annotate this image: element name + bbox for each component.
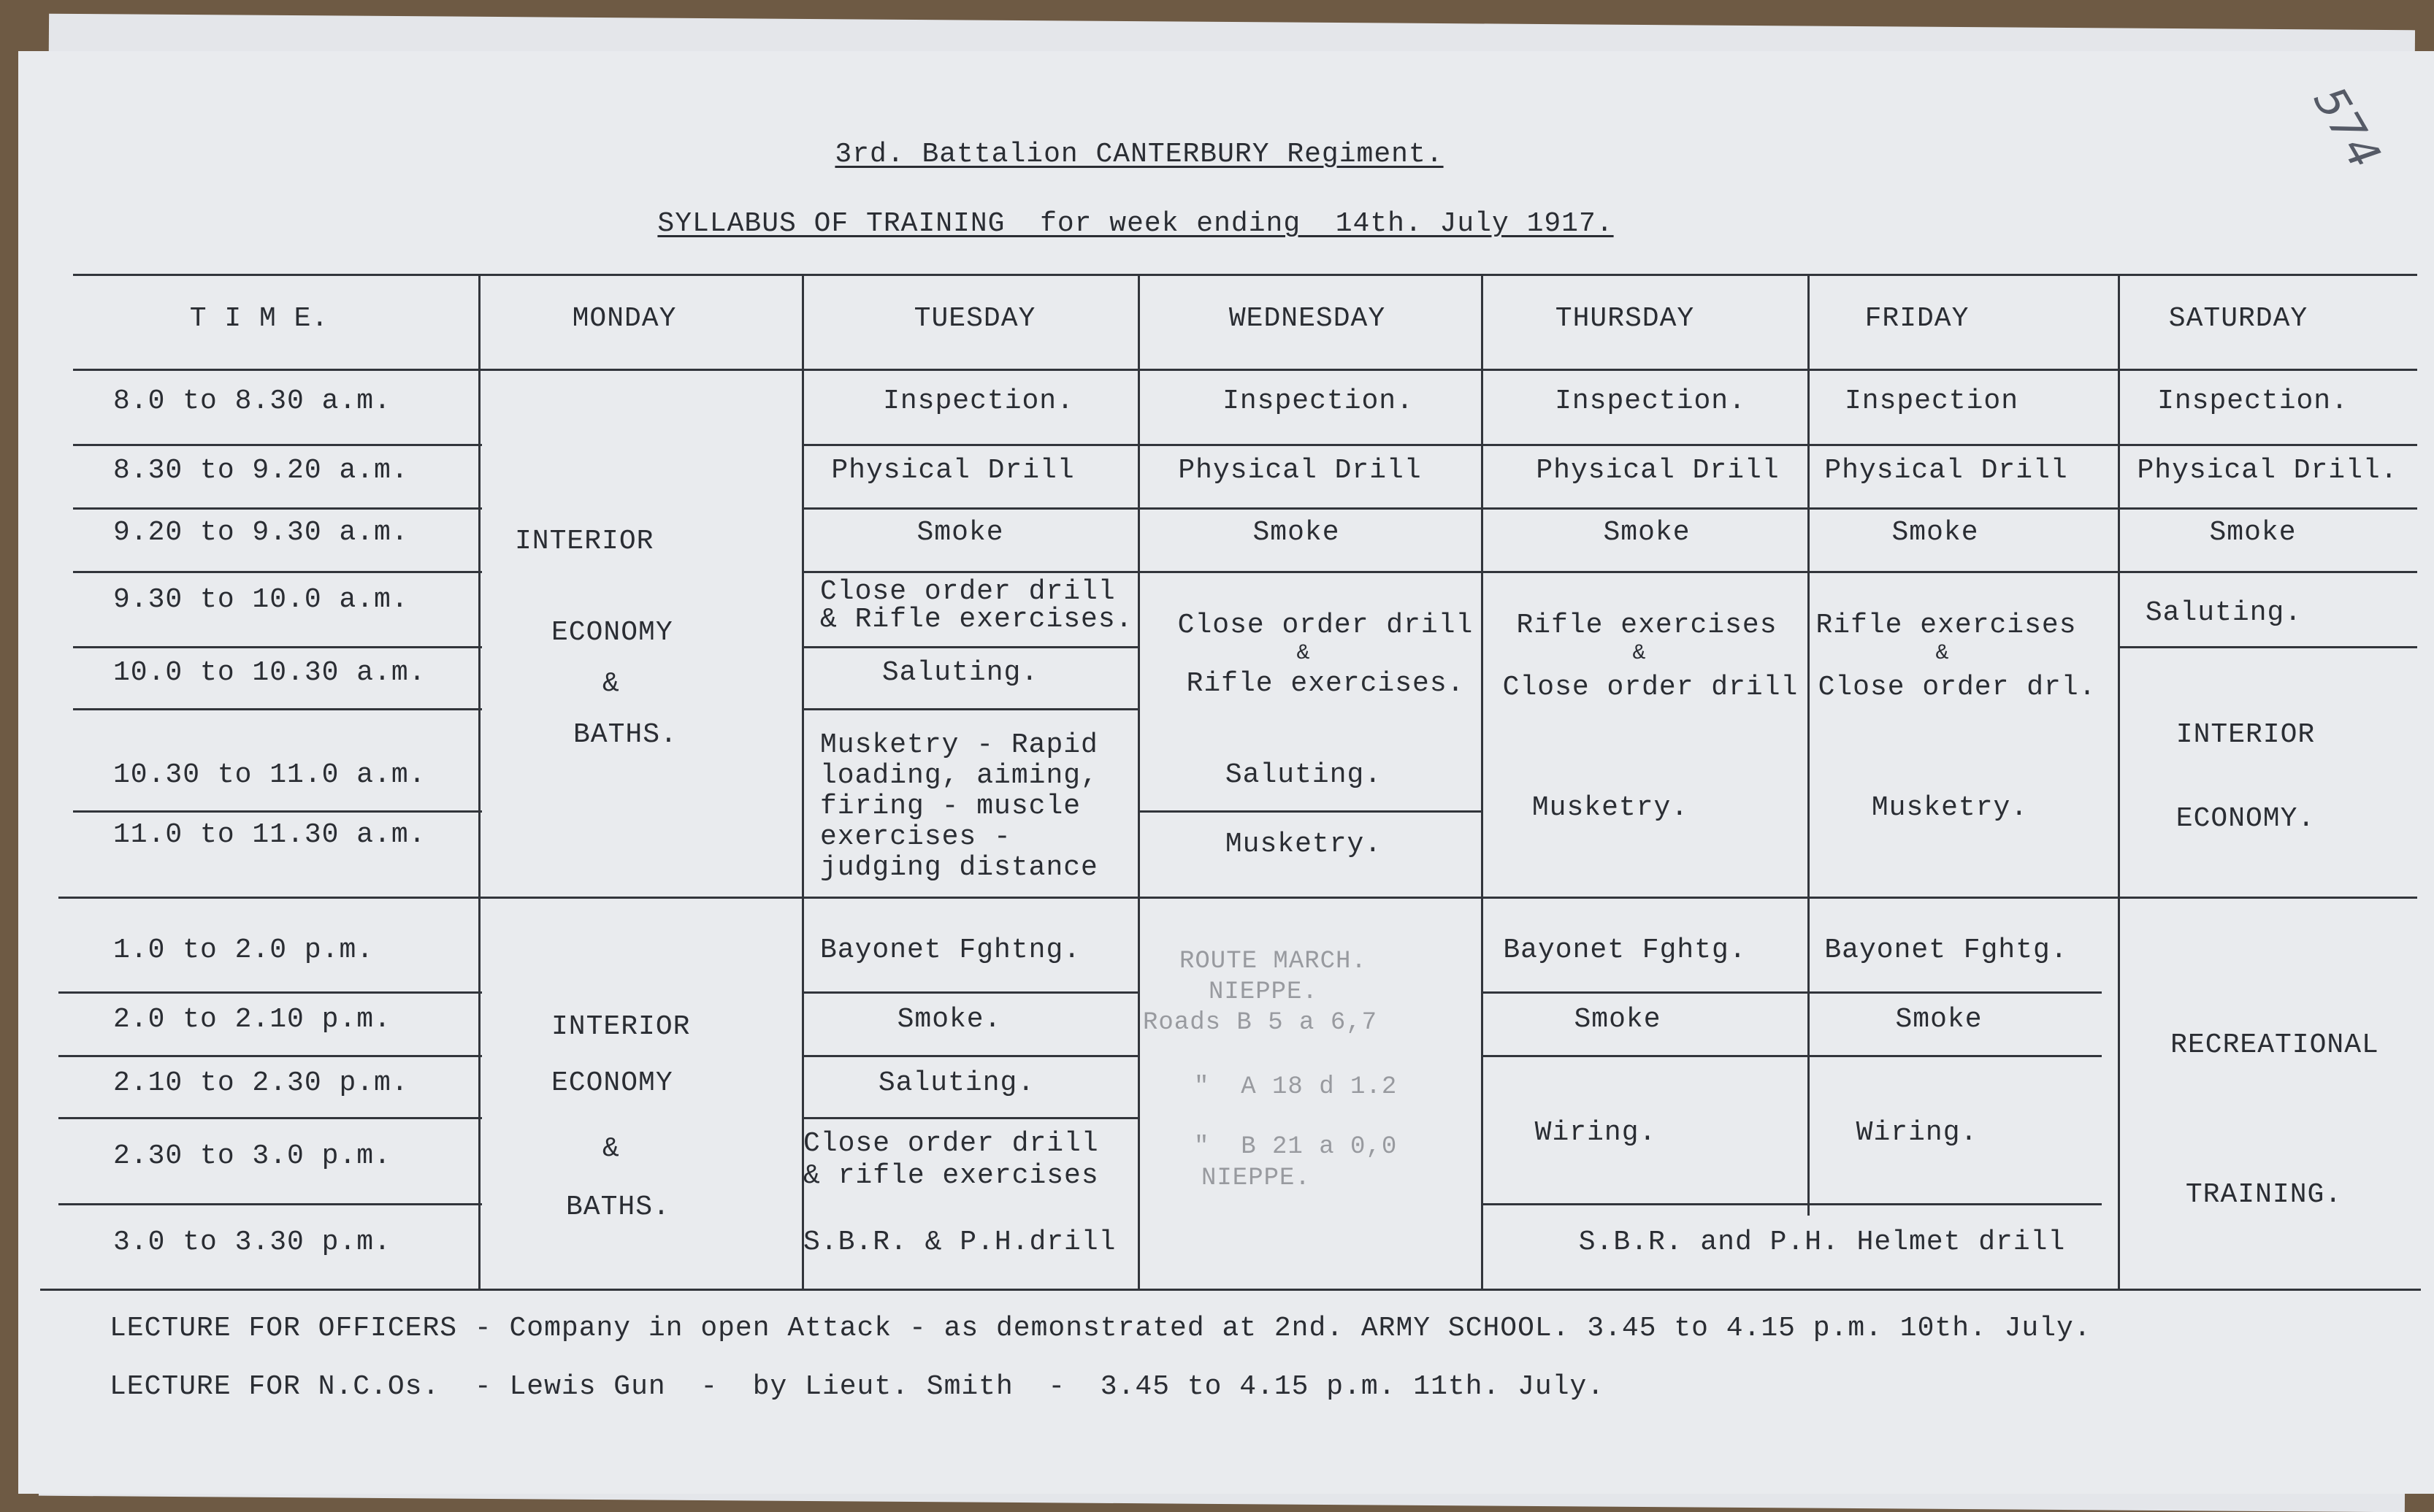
- tuesday-saluting: Saluting.: [881, 657, 1039, 688]
- row-rule: [73, 507, 482, 510]
- tuesday-saluting-pm: Saluting.: [878, 1067, 1036, 1099]
- column-rule: [478, 274, 481, 1289]
- thursday-bayonet: Bayonet Fghtg.: [1503, 935, 1747, 966]
- row-rule: [1138, 810, 1481, 813]
- thursday-ampersand: &: [1632, 641, 1647, 666]
- monday-am-line: ECONOMY: [551, 617, 673, 648]
- time-cell: 1.0 to 2.0 p.m.: [113, 935, 375, 966]
- monday-am-line: INTERIOR: [515, 526, 654, 557]
- route-march-stamp: ROUTE MARCH.: [1179, 948, 1367, 975]
- header-wednesday: WEDNESDAY: [1228, 303, 1386, 334]
- header-monday: MONDAY: [572, 303, 677, 334]
- row-rule: [1481, 1055, 2102, 1057]
- header-saturday: SATURDAY: [2168, 303, 2308, 334]
- friday-close-order: Close order drl.: [1818, 672, 2097, 703]
- time-cell: 2.10 to 2.30 p.m.: [113, 1067, 409, 1099]
- tuesday-drill: Physical Drill: [831, 455, 1075, 486]
- saturday-smoke: Smoke: [2209, 517, 2297, 548]
- time-cell: 9.30 to 10.0 a.m.: [113, 584, 409, 615]
- row-rule: [58, 1055, 482, 1057]
- header-thursday: THURSDAY: [1555, 303, 1695, 334]
- wednesday-close-order: Close order drill: [1177, 610, 1474, 641]
- monday-pm-line: BATHS.: [566, 1191, 670, 1223]
- friday-bayonet: Bayonet Fghtg.: [1824, 935, 2068, 966]
- tuesday-close-order: Close order drill & Rifle exercises.: [820, 576, 1133, 635]
- row-rule: [73, 571, 482, 573]
- friday-smoke: Smoke: [1891, 517, 1979, 548]
- column-rule: [1807, 274, 1810, 1216]
- monday-pm-line: INTERIOR: [551, 1011, 691, 1043]
- friday-drill: Physical Drill: [1824, 455, 2068, 486]
- tuesday-smoke: Smoke: [916, 517, 1004, 548]
- time-cell: 2.0 to 2.10 p.m.: [113, 1004, 391, 1035]
- row-rule: [58, 1117, 482, 1119]
- monday-am-line: &: [602, 668, 620, 699]
- route-march-stamp: NIEPPE.: [1209, 978, 1318, 1006]
- row-rule: [73, 810, 482, 813]
- thursday-musketry: Musketry.: [1531, 792, 1689, 824]
- row-rule: [802, 507, 2417, 510]
- route-march-stamp: NIEPPE.: [1201, 1164, 1311, 1192]
- saturday-drill: Physical Drill.: [2137, 455, 2398, 486]
- thursday-smoke: Smoke: [1603, 517, 1691, 548]
- row-rule: [802, 646, 1138, 648]
- row-rule: [73, 646, 482, 648]
- row-rule: [802, 444, 2417, 446]
- wednesday-inspection: Inspection.: [1222, 385, 1414, 417]
- time-cell: 2.30 to 3.0 p.m.: [113, 1140, 391, 1172]
- header-time: T I M E.: [189, 303, 329, 334]
- row-rule: [58, 991, 482, 994]
- row-rule: [73, 444, 482, 446]
- saturday-inspection: Inspection.: [2157, 385, 2349, 417]
- tuesday-bayonet: Bayonet Fghtng.: [820, 935, 1082, 966]
- handwritten-folio-number: 574: [2303, 77, 2391, 178]
- syllabus-document: [18, 51, 2434, 1494]
- saturday-recreational: RECREATIONAL: [2170, 1029, 2379, 1061]
- tuesday-sbr-drill: S.B.R. & P.H.drill: [803, 1227, 1117, 1258]
- row-rule: [58, 1203, 482, 1205]
- saturday-saluting: Saluting.: [2145, 597, 2303, 629]
- monday-pm-line: &: [602, 1133, 620, 1164]
- tuesday-close-order-pm: Close order drill & rifle exercises: [803, 1128, 1099, 1191]
- table-bottom-rule: [40, 1289, 2421, 1291]
- wednesday-saluting: Saluting.: [1225, 759, 1382, 791]
- thursday-rifle: Rifle exercises: [1516, 610, 1777, 641]
- header-friday: FRIDAY: [1864, 303, 1970, 334]
- time-cell: 11.0 to 11.30 a.m.: [113, 819, 426, 851]
- row-rule: [1481, 1203, 2102, 1205]
- document-title: 3rd. Battalion CANTERBURY Regiment.: [835, 139, 1444, 170]
- friday-smoke-pm: Smoke: [1895, 1004, 1983, 1035]
- thursday-wiring: Wiring.: [1534, 1117, 1657, 1148]
- row-rule: [1481, 991, 2102, 994]
- wednesday-ampersand: &: [1296, 641, 1311, 666]
- time-cell: 10.0 to 10.30 a.m.: [113, 657, 426, 688]
- route-march-stamp: " A 18 d 1.2: [1194, 1073, 1398, 1101]
- saturday-economy: ECONOMY.: [2175, 803, 2316, 834]
- monday-pm-line: ECONOMY: [551, 1067, 673, 1099]
- row-rule: [2118, 646, 2417, 648]
- saturday-training: TRAINING.: [2185, 1179, 2343, 1210]
- row-rule: [73, 708, 482, 710]
- tuesday-inspection: Inspection.: [883, 385, 1074, 417]
- time-cell: 8.30 to 9.20 a.m.: [113, 455, 409, 486]
- row-rule: [802, 991, 1138, 994]
- row-rule: [802, 1117, 1138, 1119]
- friday-musketry: Musketry.: [1871, 792, 2029, 824]
- midday-rule: [58, 897, 2417, 899]
- wednesday-musketry: Musketry.: [1225, 829, 1382, 860]
- lecture-ncos: LECTURE FOR N.C.Os. - Lewis Gun - by Lieut. Smith - 3.45 to 4.15 p.m. 11th. July.: [110, 1371, 1605, 1402]
- time-cell: 9.20 to 9.30 a.m.: [113, 517, 409, 548]
- column-rule: [1481, 274, 1483, 1289]
- wednesday-rifle: Rifle exercises.: [1186, 668, 1465, 699]
- thu-fri-sbr-drill: S.B.R. and P.H. Helmet drill: [1578, 1227, 2066, 1258]
- row-rule: [802, 708, 1138, 710]
- tuesday-musketry: Musketry - Rapid loading, aiming, firing - muscle exercises - judging distance: [820, 729, 1098, 883]
- row-rule: [802, 1055, 1138, 1057]
- time-cell: 10.30 to 11.0 a.m.: [113, 759, 426, 791]
- saturday-interior: INTERIOR: [2175, 719, 2316, 751]
- thursday-smoke-pm: Smoke: [1574, 1004, 1661, 1035]
- thursday-drill: Physical Drill: [1536, 455, 1780, 486]
- friday-wiring: Wiring.: [1856, 1117, 1978, 1148]
- monday-am-line: BATHS.: [573, 719, 678, 751]
- time-cell: 3.0 to 3.30 p.m.: [113, 1227, 391, 1258]
- column-rule: [1138, 274, 1140, 1289]
- lecture-officers: LECTURE FOR OFFICERS - Company in open Attack - as demonstrated at 2nd. ARMY SCHOOL. 3.45 to 4.15 p.m. 10th. July.: [110, 1313, 2092, 1344]
- wednesday-drill: Physical Drill: [1178, 455, 1422, 486]
- header-bottom-rule: [73, 369, 2417, 371]
- thursday-close-order: Close order drill: [1502, 672, 1799, 703]
- friday-inspection: Inspection: [1844, 385, 2019, 417]
- tuesday-smoke-pm: Smoke.: [897, 1004, 1002, 1035]
- column-rule: [2118, 274, 2120, 1289]
- row-rule: [802, 571, 2417, 573]
- time-cell: 8.0 to 8.30 a.m.: [113, 385, 391, 417]
- table-top-rule: [73, 274, 2417, 276]
- wednesday-smoke: Smoke: [1252, 517, 1340, 548]
- document-subtitle: SYLLABUS OF TRAINING for week ending 14th. July 1917.: [657, 208, 1614, 239]
- thursday-inspection: Inspection.: [1555, 385, 1746, 417]
- friday-rifle: Rifle exercises: [1815, 610, 2077, 641]
- route-march-stamp: " B 21 a 0,0: [1194, 1133, 1398, 1161]
- route-march-stamp: Roads B 5 a 6,7: [1143, 1009, 1378, 1037]
- friday-ampersand: &: [1935, 641, 1950, 666]
- header-tuesday: TUESDAY: [914, 303, 1036, 334]
